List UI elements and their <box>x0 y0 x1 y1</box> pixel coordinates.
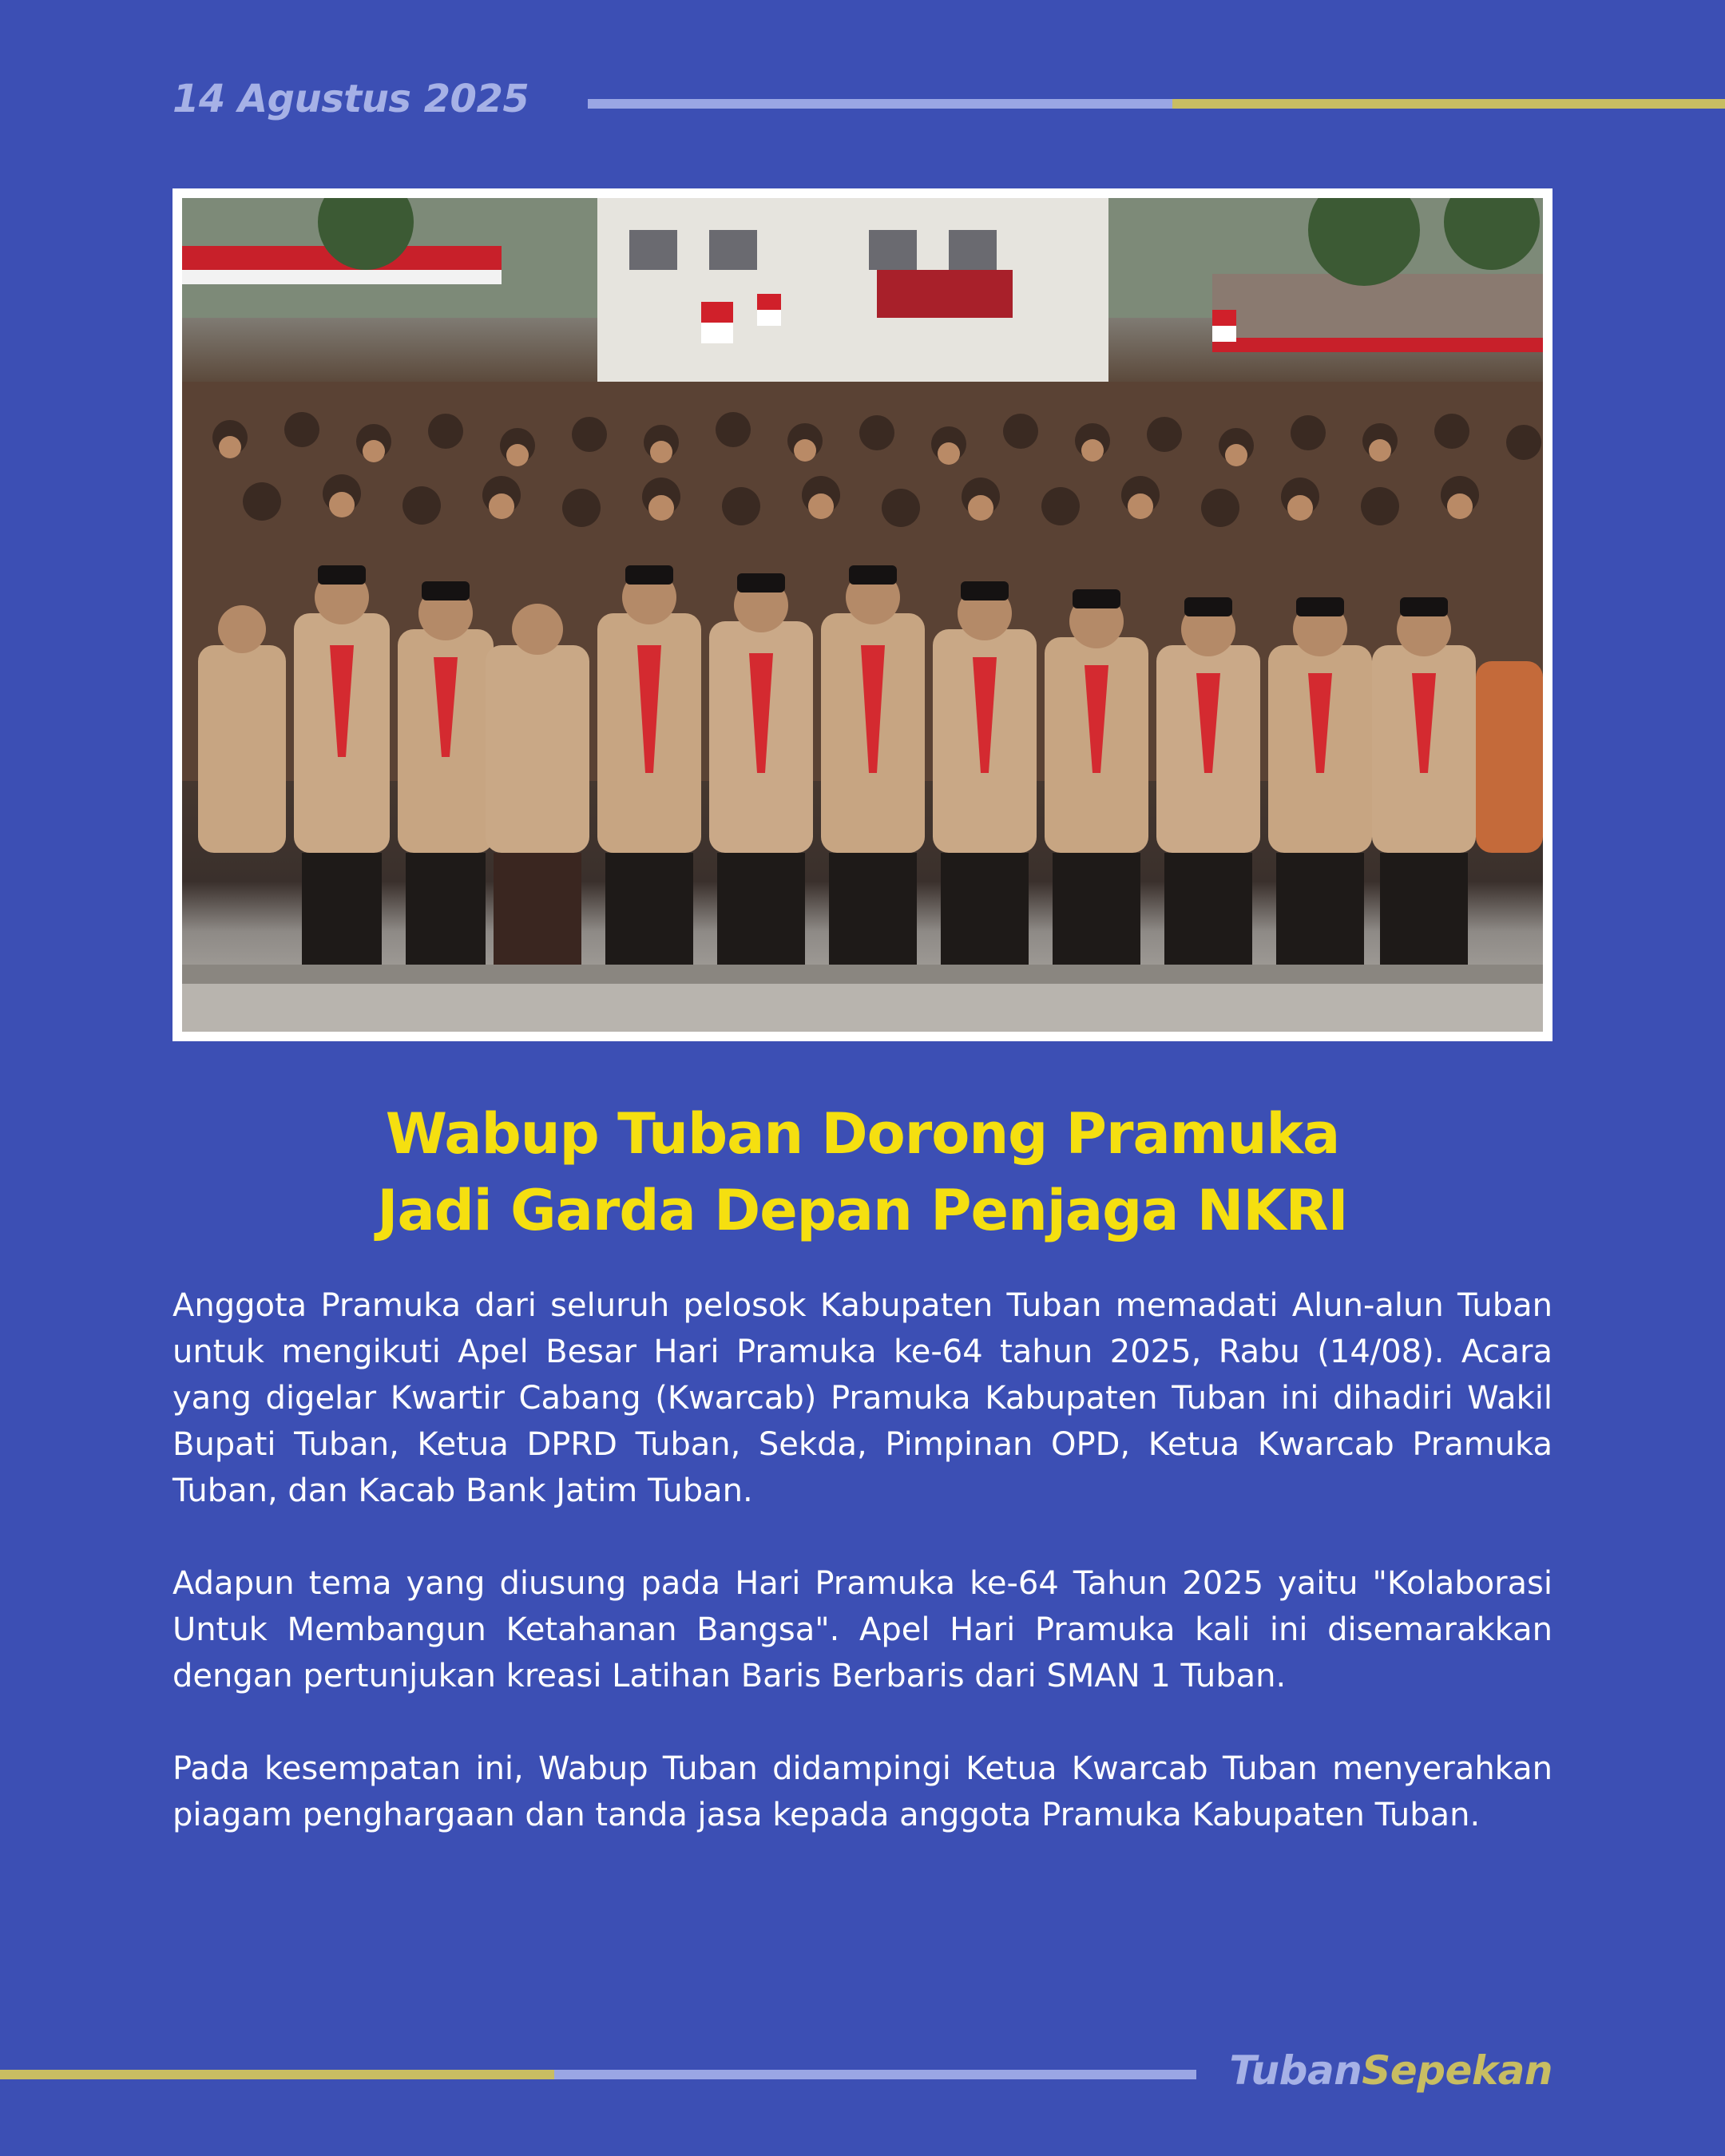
top-divider-gold <box>1172 99 1725 109</box>
headline-line-1: Wabup Tuban Dorong Pramuka <box>385 1101 1340 1167</box>
paragraph-1: Anggota Pramuka dari seluruh pelosok Kabupaten Tuban memadati Alun-alun Tuban untuk mengikuti Apel Besar Hari Pramuka ke-64 tahun 2025, Rabu (14/08). Acara yang digelar Kwartir Cabang (Kwarcab) Pramuka Kabupaten Tuban ini dihadiri Wakil Bupati Tuban, Ketua DPRD Tuban, Sekda, Pimpinan OPD, Ketua Kwarcab Pramuka Tuban, dan Kacab Bank Jatim Tuban. <box>172 1287 1552 1509</box>
post-date: 14 Agustus 2025 <box>172 77 529 121</box>
article-body <box>172 1282 1552 1885</box>
photo-scouts-crowd-illustration <box>182 198 1543 1032</box>
photo-frame <box>172 188 1552 1041</box>
top-divider <box>588 99 1725 109</box>
bottom-divider <box>0 2070 1196 2079</box>
top-divider-lavender <box>588 99 1172 109</box>
brand-part-2: Sepekan <box>1362 2047 1552 2094</box>
headline-line-2: Jadi Garda Depan Penjaga NKRI <box>377 1178 1348 1243</box>
bottom-divider-lavender <box>554 2070 1196 2079</box>
headline <box>172 1096 1552 1249</box>
brand-logo <box>1229 2047 1552 2094</box>
paragraph-3: Pada kesempatan ini, Wabup Tuban didampingi Ketua Kwarcab Tuban menyerahkan piagam penghargaan dan tanda jasa kepada anggota Pramuka Kabupaten Tuban. <box>172 1750 1552 1833</box>
bottom-divider-gold <box>0 2070 554 2079</box>
brand-part-1: Tuban <box>1229 2047 1362 2094</box>
news-photo <box>182 198 1543 1032</box>
paragraph-2: Adapun tema yang diusung pada Hari Pramuka ke-64 Tahun 2025 yaitu "Kolaborasi Untuk Membangun Ketahanan Bangsa". Apel Hari Pramuka kali ini disemarakkan dengan pertunjukan kreasi Latihan Baris Berbaris dari SMAN 1 Tuban. <box>172 1565 1552 1694</box>
